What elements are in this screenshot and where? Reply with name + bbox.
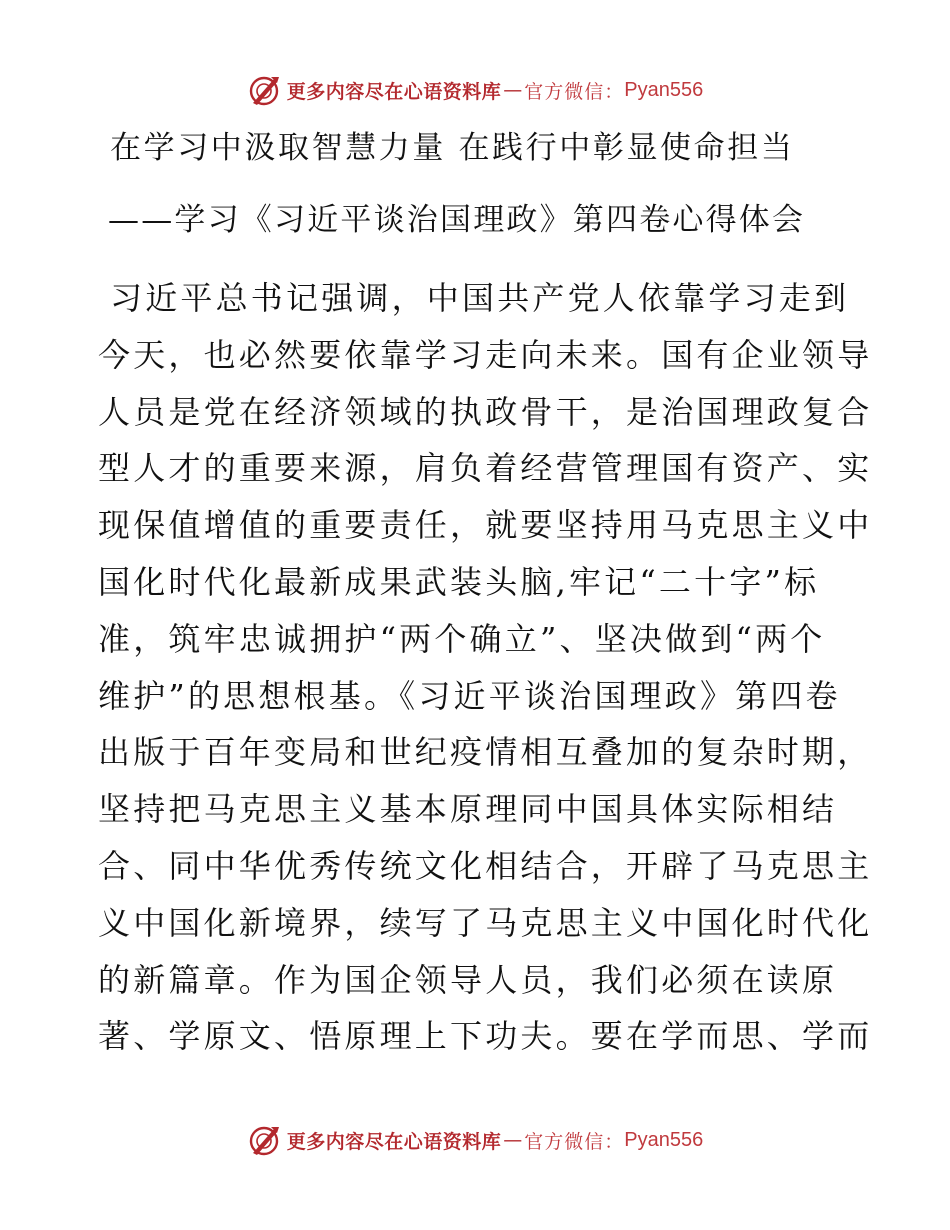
banner-separator: — (503, 1129, 523, 1151)
body-line: 出版于百年变局和世纪疫情相互叠加的复杂时期， (98, 733, 873, 772)
body-line: 现保值增值的重要责任，就要坚持用马克思主义中 (98, 506, 873, 545)
body-line: 今天，也必然要依靠学习走向未来。国有企业领导 (98, 335, 873, 374)
body-line: 国化时代化最新成果武装头脑,牢记“二十字”标 (98, 562, 820, 601)
body-line: 坚持把马克思主义基本原理同中国具体实际相结 (98, 790, 838, 829)
document-title: 在学习中汲取智慧力量 在践行中彰显使命担当 (110, 130, 795, 166)
footer-watermark-banner (0, 1120, 950, 1160)
banner-separator: — (503, 79, 523, 101)
header-watermark-banner (0, 70, 950, 110)
banner-main-text: 更多内容尽在心语资料库 (286, 80, 502, 103)
document-body (98, 270, 873, 1065)
banner-official-label: 官方微信： (524, 80, 625, 103)
quill-seal-icon (247, 73, 281, 107)
body-line: 的新篇章。作为国企领导人员，我们必须在读原 (98, 960, 838, 999)
body-line: 型人才的重要来源，肩负着经营管理国有资产、实 (98, 449, 873, 488)
banner-wechat-id: Pyan556 (624, 1128, 704, 1151)
body-line: 维护”的思想根基。《习近平谈治国理政》第四卷 (98, 676, 841, 715)
body-line: 著、学原文、悟原理上下功夫。要在学而思、学而 (98, 1017, 873, 1056)
body-line: 义中国化新境界，续写了马克思主义中国化时代化 (98, 903, 873, 942)
document-subtitle: ——学习《习近平谈治国理政》第四卷心得体会 (108, 202, 806, 238)
body-line: 准，筑牢忠诚拥护“两个确立”、坚决做到“两个 (98, 619, 826, 658)
banner-official-label: 官方微信： (524, 1130, 625, 1153)
body-line: 习近平总书记强调，中国共产党人依靠学习走到 (110, 279, 850, 317)
body-line: 人员是党在经济领域的执政骨干，是治国理政复合 (98, 392, 873, 431)
banner-wechat-id: Pyan556 (624, 78, 704, 101)
banner-main-text: 更多内容尽在心语资料库 (286, 1130, 502, 1153)
body-line: 合、同中华优秀传统文化相结合，开辟了马克思主 (98, 846, 873, 885)
quill-seal-icon (247, 1123, 281, 1157)
